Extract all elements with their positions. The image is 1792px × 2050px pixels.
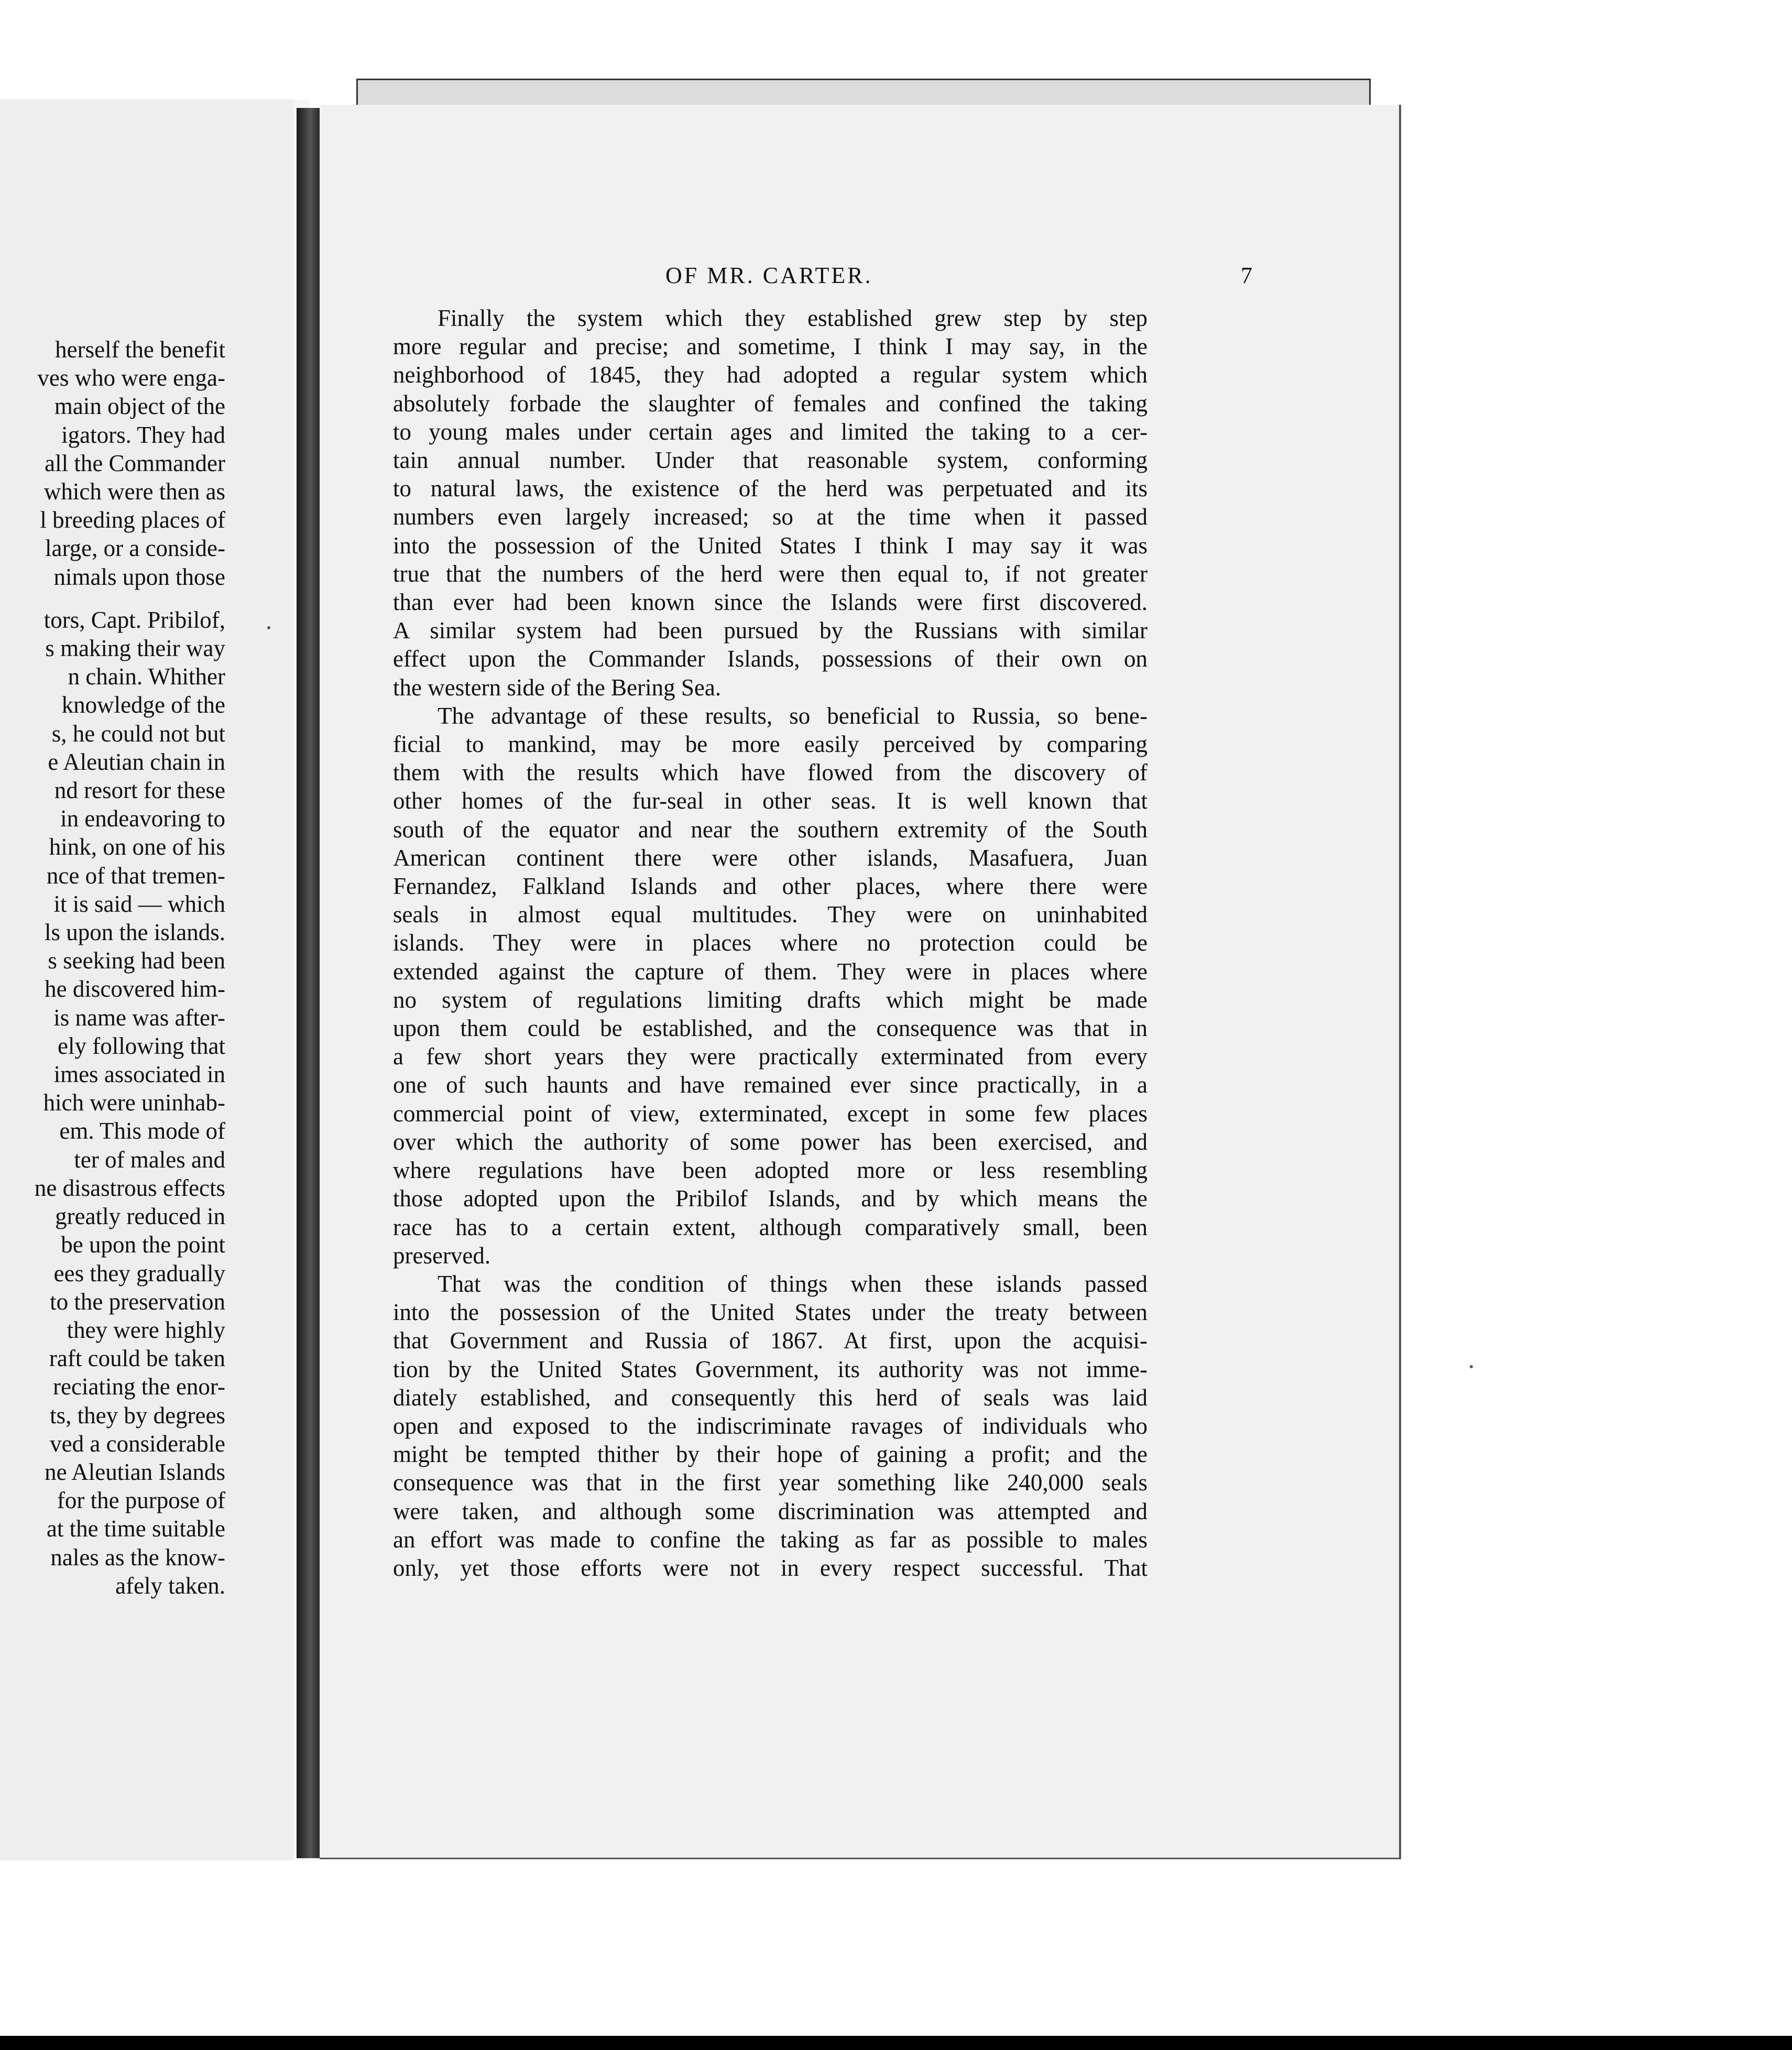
left-line: hink, on one of his (49, 834, 225, 860)
text-line: Fernandez, Falkland Islands and other places, where there were (393, 873, 1148, 900)
left-line: nd resort for these (54, 777, 225, 804)
text-line: ficial to mankind, may be more easily perceived by comparing (393, 731, 1148, 758)
text-line: to young males under certain ages and limited the taking to a cer- (393, 418, 1148, 445)
text-line: American continent there were other islands, Masafuera, Juan (393, 844, 1148, 871)
text-line: race has to a certain extent, although comparatively small, been (393, 1214, 1148, 1240)
text-line: That was the condition of things when these islands passed (438, 1270, 1148, 1297)
text-line: A similar system had been pursued by the Russians with similar (393, 617, 1148, 644)
left-line: ely following that (58, 1032, 225, 1059)
text-line: might be tempted thither by their hope of gaining a profit; and the (393, 1441, 1148, 1468)
text-line: tion by the United States Government, its authority was not imme- (393, 1356, 1148, 1382)
text-line: extended against the capture of them. They were in places where (393, 958, 1148, 985)
text-line: numbers even largely increased; so at the time when it passed (393, 504, 1148, 530)
left-line: herself the benefit (55, 336, 225, 363)
left-line: main object of the (54, 393, 225, 420)
left-line: nce of that tremen- (46, 862, 225, 889)
text-line: over which the authority of some power has been exercised, and (393, 1128, 1148, 1155)
left-line: nimals upon those (53, 563, 225, 590)
book-spine (297, 108, 320, 1858)
text-line: commercial point of view, exterminated, except in some few places (393, 1100, 1148, 1127)
left-line: ees they gradually (53, 1260, 225, 1286)
text-line: effect upon the Commander Islands, possessions of their own on (393, 646, 1148, 672)
left-line: tors, Capt. Pribilof, (43, 606, 225, 633)
text-line: Finally the system which they established grew step by step (438, 305, 1148, 331)
left-line: n chain. Whither (68, 663, 225, 690)
text-line: than ever had been known since the Islands were first discovered. (393, 589, 1148, 616)
text-line: no system of regulations limiting drafts which might be made (393, 986, 1148, 1013)
text-line: consequence was that in the first year something like 240,000 seals (393, 1469, 1148, 1496)
left-line: which were then as (43, 478, 225, 505)
left-line: greatly reduced in (55, 1203, 225, 1230)
text-line: absolutely forbade the slaughter of females and confined the taking (393, 390, 1148, 417)
left-line: be upon the point (61, 1231, 225, 1258)
text-line: where regulations have been adopted more or less resembling (393, 1157, 1148, 1184)
left-line: hich were uninhab- (43, 1089, 225, 1116)
text-line: into the possession of the United States under the treaty between (393, 1299, 1148, 1326)
left-line: large, or a conside- (45, 535, 225, 562)
text-line: were taken, and although some discrimination was attempted and (393, 1498, 1148, 1524)
left-line: ne Aleutian Islands (45, 1458, 225, 1485)
text-line: upon them could be established, and the consequence was that in (393, 1015, 1148, 1042)
left-page-text (0, 335, 225, 1600)
left-line: all the Commander (45, 450, 225, 476)
text-line: other homes of the fur-seal in other seas. It is well known that (393, 788, 1148, 814)
text-line: The advantage of these results, so beneficial to Russia, so bene- (438, 702, 1148, 729)
left-line: afely taken. (115, 1572, 225, 1599)
text-line: islands. They were in places where no protection could be (393, 930, 1148, 956)
left-line: he discovered him- (45, 976, 225, 1002)
left-line: s seeking had been (48, 947, 225, 974)
left-page (0, 100, 294, 1860)
left-line: imes associated in (53, 1061, 225, 1088)
text-line: seals in almost equal multitudes. They were on uninhabited (393, 901, 1148, 928)
left-line: ves who were enga- (37, 365, 225, 391)
left-line: ls upon the islands. (45, 919, 225, 946)
left-line: ts, they by degrees (50, 1402, 225, 1429)
left-line: they were highly (67, 1316, 225, 1343)
left-line: l breeding places of (40, 507, 225, 533)
scan-speck (1470, 1365, 1473, 1368)
page-body (393, 304, 1148, 1582)
left-line: reciating the enor- (53, 1373, 225, 1400)
left-line: ter of males and (74, 1146, 225, 1173)
text-line: an effort was made to confine the taking as far as possible to males (393, 1526, 1148, 1553)
text-line: more regular and precise; and sometime, I think I may say, in the (393, 333, 1148, 360)
text-line: true that the numbers of the herd were then equal to, if not greater (393, 560, 1148, 587)
left-line: knowledge of the (61, 692, 225, 718)
right-page (320, 105, 1401, 1859)
paragraph-gap (0, 591, 225, 606)
page-number: 7 (1241, 263, 1252, 288)
left-line: e Aleutian chain in (48, 748, 225, 775)
text-line: preserved. (393, 1242, 491, 1269)
left-line: s making their way (45, 635, 225, 662)
left-line: ne disastrous effects (34, 1174, 225, 1201)
left-line: ved a considerable (50, 1430, 225, 1457)
left-line: em. This mode of (59, 1118, 225, 1144)
text-line: open and exposed to the indiscriminate ravages of individuals who (393, 1412, 1148, 1439)
left-line: raft could be taken (49, 1345, 225, 1372)
scan-speck (267, 626, 270, 629)
text-line: the western side of the Bering Sea. (393, 674, 722, 701)
text-line: into the possession of the United States I think I may say it was (393, 532, 1148, 559)
left-line: igators. They had (61, 421, 225, 448)
left-line: is name was after- (53, 1004, 225, 1031)
page-header (393, 262, 1252, 293)
text-line: that Government and Russia of 1867. At first, upon the acquisi- (393, 1327, 1148, 1354)
text-line: south of the equator and near the southern extremity of the South (393, 816, 1148, 843)
left-line: in endeavoring to (60, 805, 225, 832)
text-line: to natural laws, the existence of the herd was perpetuated and its (393, 475, 1148, 502)
running-head: OF MR. CARTER. (665, 263, 873, 288)
left-line: it is said — which (53, 890, 225, 917)
left-line: for the purpose of (57, 1487, 225, 1514)
text-line: only, yet those efforts were not in every respect successful. That (393, 1554, 1148, 1581)
text-line: a few short years they were practically exterminated from every (393, 1043, 1148, 1070)
text-line: them with the results which have flowed from the discovery of (393, 759, 1148, 786)
left-line: to the preservation (50, 1288, 225, 1315)
text-line: tain annual number. Under that reasonable system, conforming (393, 447, 1148, 474)
text-line: diately established, and consequently this herd of seals was laid (393, 1384, 1148, 1411)
scan-border (0, 2036, 1792, 2050)
left-line: at the time suitable (46, 1515, 225, 1542)
text-line: one of such haunts and have remained ever since practically, in a (393, 1072, 1148, 1098)
left-line: s, he could not but (51, 720, 225, 747)
left-line: nales as the know- (50, 1544, 225, 1571)
text-line: those adopted upon the Pribilof Islands, and by which means the (393, 1185, 1148, 1212)
text-line: neighborhood of 1845, they had adopted a regular system which (393, 362, 1148, 388)
